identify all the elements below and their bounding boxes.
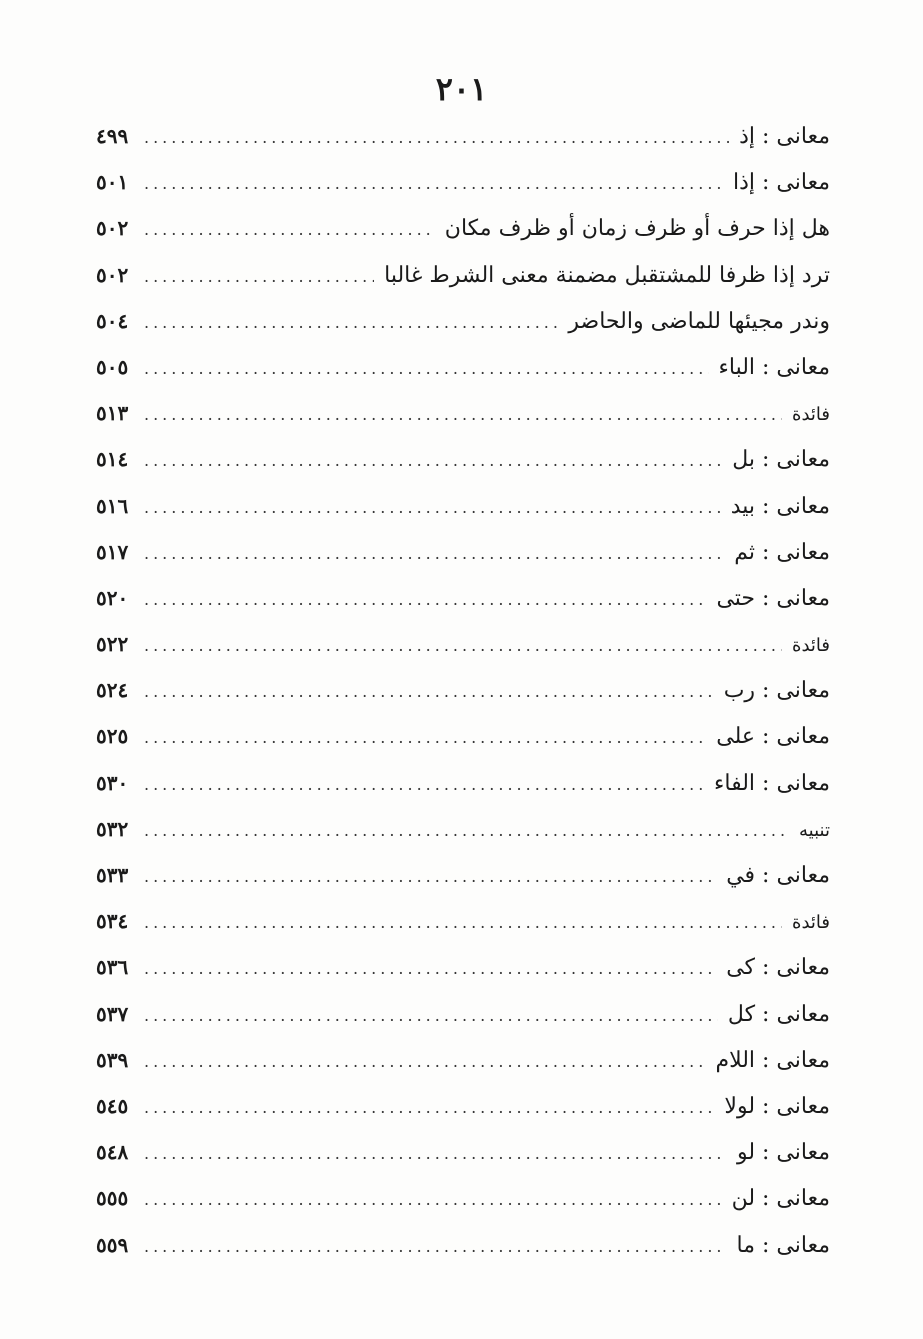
- toc-entry-page: ٥٣٢: [96, 816, 129, 841]
- toc-leader-dots: [144, 1052, 705, 1071]
- toc-entry-page: ٥١٧: [96, 539, 129, 564]
- toc-entry-page: ٥٣٩: [96, 1047, 129, 1072]
- toc-entry-page: ٥١٤: [96, 447, 129, 472]
- toc-entry-title: معانى : اللام: [715, 1047, 830, 1073]
- toc-leader-dots: [144, 405, 782, 424]
- toc-entry: [96, 1094, 830, 1140]
- toc-leader-dots: [144, 220, 435, 239]
- toc-entry-title: معانى : لولا: [724, 1093, 830, 1119]
- toc-entry-title: تنبيه: [799, 819, 830, 841]
- toc-entry: [96, 170, 830, 216]
- toc-entry: [96, 216, 830, 262]
- toc-entry: [96, 355, 830, 401]
- toc-entry-page: ٥٥٩: [96, 1232, 129, 1257]
- toc-entry-page: ٥٠٥: [96, 354, 129, 379]
- toc-entry-title: معانى : ما: [736, 1232, 830, 1258]
- toc-leader-dots: [144, 959, 716, 978]
- toc-entry: [96, 447, 830, 493]
- toc-entry-page: ٥٥٥: [96, 1186, 129, 1211]
- toc-entry-page: ٥٣٤: [96, 909, 129, 934]
- toc-entry: [96, 771, 830, 817]
- toc-entry-page: ٥٠٤: [96, 308, 129, 333]
- toc-entry: [96, 1048, 830, 1094]
- toc-entry: [96, 540, 830, 586]
- toc-entry: [96, 632, 830, 678]
- toc-entry-page: ٥٠٢: [96, 216, 129, 241]
- toc-entry-page: ٥٣٦: [96, 955, 129, 980]
- toc-leader-dots: [144, 498, 721, 517]
- toc-leader-dots: [144, 1098, 714, 1117]
- toc-leader-dots: [144, 775, 704, 794]
- toc-entry-page: ٥٣٧: [96, 1001, 129, 1026]
- toc-entry-page: ٥٢٢: [96, 632, 129, 657]
- toc-entry-title: وندر مجيئها للماضى والحاضر: [568, 308, 830, 334]
- page-number: ٢٠١: [435, 70, 488, 108]
- toc-entry: [96, 124, 830, 170]
- toc-entry-page: ٥٣٣: [96, 863, 129, 887]
- toc-entry-title: معانى : رب: [723, 678, 830, 704]
- toc-entry: [96, 1140, 830, 1186]
- toc-entry-page: ٥١٣: [96, 401, 129, 426]
- toc-leader-dots: [144, 128, 729, 147]
- toc-entry-title: فائدة: [792, 635, 830, 657]
- toc-entry: [96, 817, 830, 863]
- toc-entry: [96, 401, 830, 447]
- toc-entry-title: فائدة: [792, 404, 830, 426]
- toc-entry-page: ٤٩٩: [96, 124, 129, 148]
- toc-entry-title: معانى : على: [716, 724, 830, 750]
- toc-leader-dots: [144, 174, 723, 193]
- toc-leader-dots: [144, 913, 782, 932]
- toc-leader-dots: [144, 682, 714, 701]
- toc-entry-page: ٥٠١: [96, 170, 129, 195]
- toc-entry-title: هل إذا حرف أو ظرف زمان أو ظرف مكان: [444, 216, 830, 242]
- toc-entry: [96, 586, 830, 632]
- toc-entry-title: معانى : في: [726, 863, 830, 888]
- toc-entry-title: فائدة: [792, 912, 830, 934]
- toc-leader-dots: [144, 1237, 727, 1256]
- toc-entry-title: معانى : ثم: [734, 539, 830, 565]
- toc-leader-dots: [144, 728, 706, 747]
- toc-entry: [96, 724, 830, 770]
- toc-leader-dots: [144, 544, 724, 563]
- toc-entry-title: معانى : الباء: [718, 354, 830, 380]
- toc-entry: [96, 1186, 830, 1232]
- toc-entry-page: ٥٠٢: [96, 262, 129, 287]
- toc-entry-page: ٥٢٤: [96, 678, 129, 703]
- toc-entry-title: معانى : بيد: [730, 493, 830, 519]
- table-of-contents: [96, 124, 830, 1279]
- toc-leader-dots: [144, 1006, 718, 1025]
- toc-leader-dots: [144, 313, 558, 332]
- toc-entry-title: معانى : إذا: [733, 170, 830, 196]
- toc-entry-page: ٥٢٠: [96, 585, 129, 610]
- toc-entry-page: ٥١٦: [96, 493, 129, 518]
- toc-entry: [96, 863, 830, 909]
- toc-entry: [96, 263, 830, 309]
- toc-leader-dots: [144, 590, 706, 609]
- toc-entry-title: معانى : إذ: [739, 124, 830, 149]
- toc-leader-dots: [144, 451, 722, 470]
- toc-entry-page: ٥٢٥: [96, 724, 129, 749]
- toc-entry-page: ٥٤٥: [96, 1093, 129, 1118]
- toc-leader-dots: [144, 867, 716, 886]
- toc-entry-title: معانى : لو: [736, 1140, 830, 1166]
- toc-leader-dots: [144, 821, 789, 840]
- toc-entry: [96, 955, 830, 1001]
- toc-leader-dots: [144, 1144, 727, 1163]
- toc-entry: [96, 309, 830, 355]
- toc-entry-title: معانى : الفاء: [714, 770, 830, 796]
- toc-entry-title: معانى : كل: [727, 1001, 830, 1027]
- toc-entry: [96, 494, 830, 540]
- toc-entry-title: معانى : كى: [726, 955, 830, 981]
- toc-entry-title: معانى : حتى: [716, 585, 830, 611]
- toc-entry: [96, 909, 830, 955]
- toc-leader-dots: [144, 636, 782, 655]
- toc-entry-title: معانى : لن: [731, 1186, 830, 1212]
- toc-entry: [96, 1233, 830, 1279]
- toc-leader-dots: [144, 1190, 722, 1209]
- toc-entry-page: ٥٤٨: [96, 1140, 129, 1165]
- toc-leader-dots: [144, 359, 709, 378]
- toc-entry: [96, 678, 830, 724]
- toc-entry-page: ٥٣٠: [96, 770, 129, 795]
- toc-entry-title: ترد إذا ظرفا للمشتقبل مضمنة معنى الشرط غالبا: [384, 262, 830, 288]
- toc-entry-title: معانى : بل: [732, 447, 830, 473]
- toc-entry: [96, 1002, 830, 1048]
- toc-leader-dots: [144, 267, 374, 286]
